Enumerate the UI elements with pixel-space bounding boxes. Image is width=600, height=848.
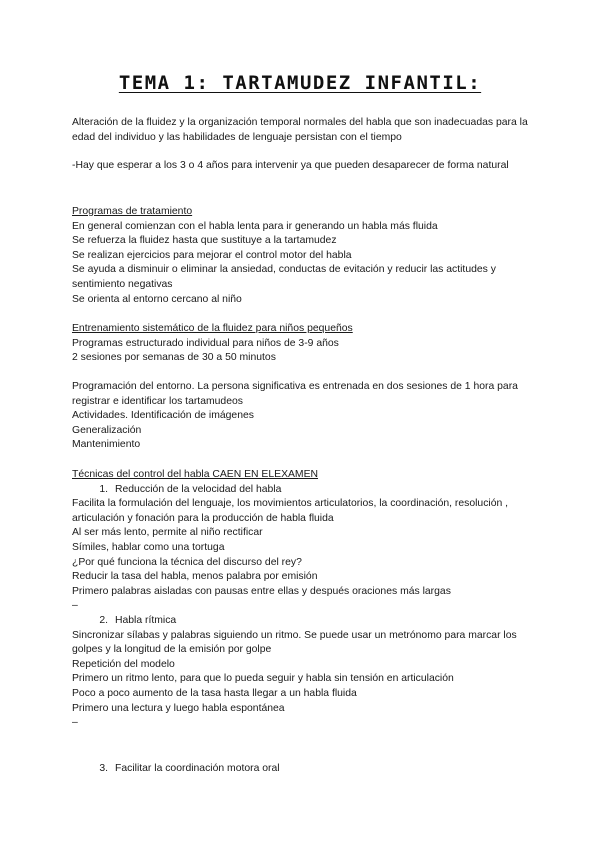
programs-heading: Programas de tratamiento — [72, 206, 193, 217]
technique-3-title-row — [72, 762, 542, 777]
technique-item: Primero palabras aisladas con pausas entre ellas y después oraciones más largas — [72, 585, 451, 597]
technique-2-title-row — [72, 614, 542, 629]
technique-item: Poco a poco aumento de la tasa hasta llegar a un habla fluida — [72, 687, 357, 699]
environment-item: Mantenimiento — [72, 439, 141, 451]
programs-item: En general comienzan con el habla lenta para ir generando un habla más fluida — [72, 220, 438, 232]
training-heading: Entrenamiento sistemático de la fluidez para niños pequeños — [72, 323, 353, 334]
technique-item: ¿Por qué funciona la técnica del discurso del rey? — [72, 556, 302, 568]
programs-item: Se realizan ejercicios para mejorar el control motor del habla — [72, 249, 352, 261]
programs-section — [72, 205, 542, 307]
technique-title: Habla rítmica — [115, 614, 177, 626]
training-item: Programas estructurado individual para niños de 3-9 años — [72, 337, 339, 349]
technique-item: Símiles, hablar como una tortuga — [72, 541, 225, 553]
techniques-heading: Técnicas del control del habla CAEN EN ELEXAMEN — [72, 469, 319, 480]
technique-number: 1. — [99, 483, 108, 495]
programs-item: Se orienta al entorno cercano al niño — [72, 293, 242, 305]
environment-section — [72, 380, 542, 453]
technique-item: Sincronizar sílabas y palabras siguiendo un ritmo. Se puede usar un metrónomo para marcar los golpes y la longitud de la emisión por golpe — [72, 629, 517, 656]
technique-title: Reducción de la velocidad del habla — [115, 483, 282, 495]
wait-note: -Hay que esperar a los 3 o 4 años para intervenir ya que pueden desaparecer de forma natural — [72, 160, 509, 171]
technique-item: Reducir la tasa del habla, menos palabra por emisión — [72, 571, 318, 583]
technique-item: Facilita la formulación del lenguaje, los movimientos articulatorios, la coordinación, resolución , articulación y fonación para la producción de habla fluida — [72, 498, 509, 524]
environment-item: Programación del entorno. La persona significativa es entrenada en dos sesiones de 1 hora para registrar e identificar los tartamudeos — [72, 381, 518, 407]
section-end-dash: – — [72, 717, 78, 729]
title-text: TEMA 1: TARTAMUDEZ INFANTIL: — [118, 72, 482, 94]
technique-item: Al ser más lento, permite al niño rectificar — [72, 527, 263, 539]
section-end-dash: – — [72, 600, 78, 612]
definition-paragraph: Alteración de la fluidez y la organización temporal normales del habla que son inadecuadas para la edad del individuo y las habilidades de lenguaje persistan con el tiempo — [72, 117, 528, 143]
techniques-section — [72, 468, 542, 731]
programs-item: Se refuerza la fluidez hasta que sustituye a la tartamudez — [72, 235, 337, 247]
technique-number: 3. — [99, 763, 108, 774]
programs-item: Se ayuda a disminuir o eliminar la ansiedad, conductas de evitación y reducir las actitudes y sentimiento negativas — [72, 264, 496, 290]
environment-item: Generalización — [72, 424, 142, 436]
environment-item: Actividades. Identificación de imágenes — [72, 410, 254, 422]
technique-title: Facilitar la coordinación motora oral — [115, 763, 280, 774]
technique-number: 2. — [99, 614, 108, 626]
training-section — [72, 322, 542, 366]
technique-item: Primero un ritmo lento, para que lo pueda seguir y habla sin tensión en articulación — [72, 673, 454, 685]
technique-1-title-row — [72, 483, 542, 498]
technique-item: Primero una lectura y luego habla espontánea — [72, 702, 285, 714]
training-item: 2 sesiones por semanas de 30 a 50 minutos — [72, 352, 276, 364]
page-title — [0, 72, 600, 94]
technique-item: Repetición del modelo — [72, 658, 175, 670]
